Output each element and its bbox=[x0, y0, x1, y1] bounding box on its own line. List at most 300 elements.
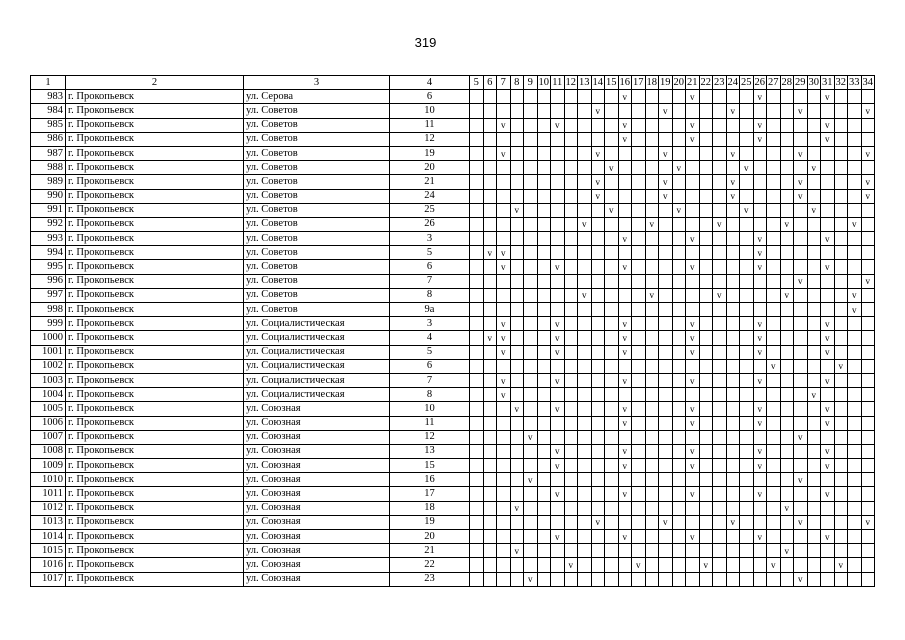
house-number-cell: 20 bbox=[390, 530, 470, 544]
empty-mark-cell bbox=[740, 487, 754, 501]
house-number-cell: 24 bbox=[390, 189, 470, 203]
empty-mark-cell bbox=[510, 416, 524, 430]
table-row bbox=[31, 487, 875, 501]
empty-mark-cell bbox=[767, 203, 781, 217]
empty-mark-cell bbox=[834, 530, 848, 544]
street-cell: ул. Социалистическая bbox=[244, 345, 390, 359]
empty-mark-cell bbox=[861, 203, 875, 217]
empty-mark-cell bbox=[537, 544, 551, 558]
check-mark-cell: v bbox=[551, 530, 565, 544]
check-mark-cell: v bbox=[686, 530, 700, 544]
empty-mark-cell bbox=[578, 175, 592, 189]
empty-mark-cell bbox=[780, 303, 794, 317]
empty-mark-cell bbox=[605, 118, 619, 132]
empty-mark-cell bbox=[740, 331, 754, 345]
empty-mark-cell bbox=[834, 146, 848, 160]
empty-mark-cell bbox=[848, 345, 862, 359]
empty-mark-cell bbox=[834, 217, 848, 231]
check-mark-cell: v bbox=[821, 232, 835, 246]
city-cell: г. Прокопьевск bbox=[66, 104, 244, 118]
check-mark-cell: v bbox=[834, 359, 848, 373]
check-mark-cell: v bbox=[497, 246, 511, 260]
empty-mark-cell bbox=[807, 146, 821, 160]
empty-mark-cell bbox=[578, 530, 592, 544]
empty-mark-cell bbox=[767, 487, 781, 501]
empty-mark-cell bbox=[483, 473, 497, 487]
empty-mark-cell bbox=[726, 217, 740, 231]
empty-mark-cell bbox=[861, 217, 875, 231]
empty-mark-cell bbox=[537, 132, 551, 146]
empty-mark-cell bbox=[470, 515, 484, 529]
empty-mark-cell bbox=[591, 118, 605, 132]
city-cell: г. Прокопьевск bbox=[66, 430, 244, 444]
empty-mark-cell bbox=[780, 331, 794, 345]
empty-mark-cell bbox=[726, 331, 740, 345]
check-mark-cell: v bbox=[753, 345, 767, 359]
empty-mark-cell bbox=[740, 459, 754, 473]
empty-mark-cell bbox=[470, 118, 484, 132]
empty-mark-cell bbox=[537, 189, 551, 203]
empty-mark-cell bbox=[767, 430, 781, 444]
empty-mark-cell bbox=[821, 473, 835, 487]
empty-mark-cell bbox=[470, 444, 484, 458]
empty-mark-cell bbox=[807, 373, 821, 387]
street-cell: ул. Союзная bbox=[244, 402, 390, 416]
empty-mark-cell bbox=[821, 558, 835, 572]
empty-mark-cell bbox=[524, 402, 538, 416]
empty-mark-cell bbox=[605, 487, 619, 501]
check-mark-cell: v bbox=[551, 402, 565, 416]
row-number-cell: 988 bbox=[31, 161, 66, 175]
empty-mark-cell bbox=[780, 530, 794, 544]
empty-mark-cell bbox=[510, 189, 524, 203]
house-number-cell: 13 bbox=[390, 444, 470, 458]
empty-mark-cell bbox=[794, 402, 808, 416]
column-header: 31 bbox=[821, 76, 835, 90]
row-number-cell: 1017 bbox=[31, 572, 66, 586]
empty-mark-cell bbox=[659, 359, 673, 373]
empty-mark-cell bbox=[767, 317, 781, 331]
empty-mark-cell bbox=[632, 232, 646, 246]
row-number-cell: 994 bbox=[31, 246, 66, 260]
empty-mark-cell bbox=[807, 303, 821, 317]
empty-mark-cell bbox=[740, 118, 754, 132]
empty-mark-cell bbox=[578, 146, 592, 160]
empty-mark-cell bbox=[632, 388, 646, 402]
table-row bbox=[31, 402, 875, 416]
empty-mark-cell bbox=[497, 544, 511, 558]
empty-mark-cell bbox=[861, 232, 875, 246]
row-number-cell: 1016 bbox=[31, 558, 66, 572]
empty-mark-cell bbox=[861, 90, 875, 104]
empty-mark-cell bbox=[659, 487, 673, 501]
empty-mark-cell bbox=[578, 402, 592, 416]
empty-mark-cell bbox=[686, 161, 700, 175]
empty-mark-cell bbox=[672, 132, 686, 146]
empty-mark-cell bbox=[537, 246, 551, 260]
empty-mark-cell bbox=[551, 203, 565, 217]
column-header: 24 bbox=[726, 76, 740, 90]
empty-mark-cell bbox=[834, 161, 848, 175]
empty-mark-cell bbox=[524, 515, 538, 529]
empty-mark-cell bbox=[564, 416, 578, 430]
empty-mark-cell bbox=[537, 444, 551, 458]
check-mark-cell: v bbox=[591, 189, 605, 203]
empty-mark-cell bbox=[645, 444, 659, 458]
empty-mark-cell bbox=[767, 572, 781, 586]
check-mark-cell: v bbox=[821, 317, 835, 331]
empty-mark-cell bbox=[497, 430, 511, 444]
street-cell: ул. Социалистическая bbox=[244, 359, 390, 373]
empty-mark-cell bbox=[591, 544, 605, 558]
column-header: 20 bbox=[672, 76, 686, 90]
empty-mark-cell bbox=[848, 501, 862, 515]
empty-mark-cell bbox=[848, 161, 862, 175]
empty-mark-cell bbox=[578, 331, 592, 345]
city-cell: г. Прокопьевск bbox=[66, 317, 244, 331]
empty-mark-cell bbox=[780, 459, 794, 473]
table-row bbox=[31, 104, 875, 118]
empty-mark-cell bbox=[632, 203, 646, 217]
empty-mark-cell bbox=[524, 444, 538, 458]
empty-mark-cell bbox=[767, 459, 781, 473]
empty-mark-cell bbox=[659, 430, 673, 444]
empty-mark-cell bbox=[632, 430, 646, 444]
empty-mark-cell bbox=[537, 416, 551, 430]
empty-mark-cell bbox=[672, 274, 686, 288]
empty-mark-cell bbox=[591, 331, 605, 345]
empty-mark-cell bbox=[726, 359, 740, 373]
empty-mark-cell bbox=[632, 416, 646, 430]
empty-mark-cell bbox=[807, 118, 821, 132]
empty-mark-cell bbox=[713, 274, 727, 288]
table-row bbox=[31, 217, 875, 231]
empty-mark-cell bbox=[861, 544, 875, 558]
empty-mark-cell bbox=[645, 501, 659, 515]
check-mark-cell: v bbox=[510, 402, 524, 416]
empty-mark-cell bbox=[848, 515, 862, 529]
empty-mark-cell bbox=[618, 303, 632, 317]
empty-mark-cell bbox=[470, 175, 484, 189]
empty-mark-cell bbox=[686, 175, 700, 189]
empty-mark-cell bbox=[483, 118, 497, 132]
empty-mark-cell bbox=[483, 146, 497, 160]
empty-mark-cell bbox=[726, 232, 740, 246]
empty-mark-cell bbox=[591, 402, 605, 416]
empty-mark-cell bbox=[483, 501, 497, 515]
empty-mark-cell bbox=[834, 203, 848, 217]
check-mark-cell: v bbox=[618, 260, 632, 274]
check-mark-cell: v bbox=[821, 345, 835, 359]
empty-mark-cell bbox=[821, 359, 835, 373]
empty-mark-cell bbox=[834, 260, 848, 274]
empty-mark-cell bbox=[483, 402, 497, 416]
empty-mark-cell bbox=[834, 104, 848, 118]
check-mark-cell: v bbox=[551, 444, 565, 458]
check-mark-cell: v bbox=[726, 515, 740, 529]
empty-mark-cell bbox=[672, 232, 686, 246]
empty-mark-cell bbox=[699, 288, 713, 302]
empty-mark-cell bbox=[807, 530, 821, 544]
empty-mark-cell bbox=[591, 317, 605, 331]
empty-mark-cell bbox=[470, 530, 484, 544]
table-row bbox=[31, 444, 875, 458]
row-number-cell: 986 bbox=[31, 132, 66, 146]
empty-mark-cell bbox=[645, 359, 659, 373]
empty-mark-cell bbox=[497, 288, 511, 302]
empty-mark-cell bbox=[807, 132, 821, 146]
empty-mark-cell bbox=[686, 146, 700, 160]
empty-mark-cell bbox=[605, 572, 619, 586]
empty-mark-cell bbox=[794, 288, 808, 302]
empty-mark-cell bbox=[497, 189, 511, 203]
empty-mark-cell bbox=[821, 189, 835, 203]
empty-mark-cell bbox=[483, 444, 497, 458]
row-number-cell: 1000 bbox=[31, 331, 66, 345]
empty-mark-cell bbox=[672, 359, 686, 373]
empty-mark-cell bbox=[524, 317, 538, 331]
empty-mark-cell bbox=[645, 473, 659, 487]
empty-mark-cell bbox=[483, 203, 497, 217]
empty-mark-cell bbox=[672, 260, 686, 274]
check-mark-cell: v bbox=[686, 331, 700, 345]
empty-mark-cell bbox=[726, 90, 740, 104]
check-mark-cell: v bbox=[524, 473, 538, 487]
empty-mark-cell bbox=[618, 104, 632, 118]
column-header: 3 bbox=[244, 76, 390, 90]
empty-mark-cell bbox=[861, 487, 875, 501]
empty-mark-cell bbox=[632, 345, 646, 359]
empty-mark-cell bbox=[564, 359, 578, 373]
empty-mark-cell bbox=[578, 544, 592, 558]
empty-mark-cell bbox=[605, 544, 619, 558]
empty-mark-cell bbox=[578, 203, 592, 217]
empty-mark-cell bbox=[726, 373, 740, 387]
check-mark-cell: v bbox=[794, 473, 808, 487]
check-mark-cell: v bbox=[645, 288, 659, 302]
empty-mark-cell bbox=[578, 189, 592, 203]
empty-mark-cell bbox=[497, 274, 511, 288]
house-number-cell: 11 bbox=[390, 416, 470, 430]
empty-mark-cell bbox=[686, 246, 700, 260]
empty-mark-cell bbox=[672, 118, 686, 132]
empty-mark-cell bbox=[713, 118, 727, 132]
empty-mark-cell bbox=[672, 373, 686, 387]
empty-mark-cell bbox=[848, 430, 862, 444]
empty-mark-cell bbox=[699, 104, 713, 118]
empty-mark-cell bbox=[861, 345, 875, 359]
empty-mark-cell bbox=[780, 189, 794, 203]
empty-mark-cell bbox=[848, 359, 862, 373]
empty-mark-cell bbox=[524, 146, 538, 160]
empty-mark-cell bbox=[537, 260, 551, 274]
empty-mark-cell bbox=[551, 430, 565, 444]
city-cell: г. Прокопьевск bbox=[66, 331, 244, 345]
empty-mark-cell bbox=[564, 444, 578, 458]
empty-mark-cell bbox=[848, 530, 862, 544]
empty-mark-cell bbox=[726, 473, 740, 487]
empty-mark-cell bbox=[780, 388, 794, 402]
empty-mark-cell bbox=[605, 260, 619, 274]
empty-mark-cell bbox=[767, 345, 781, 359]
empty-mark-cell bbox=[618, 544, 632, 558]
empty-mark-cell bbox=[767, 217, 781, 231]
check-mark-cell: v bbox=[497, 260, 511, 274]
row-number-cell: 1011 bbox=[31, 487, 66, 501]
empty-mark-cell bbox=[861, 558, 875, 572]
check-mark-cell: v bbox=[618, 444, 632, 458]
empty-mark-cell bbox=[524, 232, 538, 246]
empty-mark-cell bbox=[564, 246, 578, 260]
row-number-cell: 1005 bbox=[31, 402, 66, 416]
check-mark-cell: v bbox=[497, 388, 511, 402]
empty-mark-cell bbox=[699, 501, 713, 515]
check-mark-cell: v bbox=[618, 331, 632, 345]
empty-mark-cell bbox=[767, 175, 781, 189]
empty-mark-cell bbox=[807, 232, 821, 246]
empty-mark-cell bbox=[807, 544, 821, 558]
empty-mark-cell bbox=[591, 161, 605, 175]
empty-mark-cell bbox=[645, 388, 659, 402]
house-number-cell: 3 bbox=[390, 232, 470, 246]
empty-mark-cell bbox=[578, 104, 592, 118]
house-number-cell: 23 bbox=[390, 572, 470, 586]
empty-mark-cell bbox=[807, 189, 821, 203]
row-number-cell: 999 bbox=[31, 317, 66, 331]
empty-mark-cell bbox=[821, 246, 835, 260]
empty-mark-cell bbox=[780, 402, 794, 416]
empty-mark-cell bbox=[780, 572, 794, 586]
empty-mark-cell bbox=[605, 402, 619, 416]
empty-mark-cell bbox=[618, 203, 632, 217]
empty-mark-cell bbox=[659, 402, 673, 416]
street-cell: ул. Советов bbox=[244, 175, 390, 189]
check-mark-cell: v bbox=[807, 203, 821, 217]
house-number-cell: 21 bbox=[390, 175, 470, 189]
empty-mark-cell bbox=[807, 288, 821, 302]
empty-mark-cell bbox=[551, 303, 565, 317]
empty-mark-cell bbox=[564, 331, 578, 345]
empty-mark-cell bbox=[780, 473, 794, 487]
check-mark-cell: v bbox=[686, 416, 700, 430]
check-mark-cell: v bbox=[524, 572, 538, 586]
street-cell: ул. Союзная bbox=[244, 473, 390, 487]
empty-mark-cell bbox=[524, 359, 538, 373]
empty-mark-cell bbox=[510, 146, 524, 160]
city-cell: г. Прокопьевск bbox=[66, 260, 244, 274]
row-number-cell: 1010 bbox=[31, 473, 66, 487]
empty-mark-cell bbox=[470, 217, 484, 231]
header-row bbox=[31, 76, 875, 90]
empty-mark-cell bbox=[726, 303, 740, 317]
table-body bbox=[31, 90, 875, 587]
empty-mark-cell bbox=[672, 345, 686, 359]
empty-mark-cell bbox=[470, 303, 484, 317]
table-row bbox=[31, 317, 875, 331]
empty-mark-cell bbox=[821, 572, 835, 586]
empty-mark-cell bbox=[659, 388, 673, 402]
empty-mark-cell bbox=[605, 189, 619, 203]
empty-mark-cell bbox=[740, 359, 754, 373]
empty-mark-cell bbox=[767, 530, 781, 544]
empty-mark-cell bbox=[861, 288, 875, 302]
check-mark-cell: v bbox=[753, 402, 767, 416]
empty-mark-cell bbox=[537, 558, 551, 572]
empty-mark-cell bbox=[713, 175, 727, 189]
check-mark-cell: v bbox=[659, 515, 673, 529]
empty-mark-cell bbox=[780, 444, 794, 458]
empty-mark-cell bbox=[470, 161, 484, 175]
empty-mark-cell bbox=[524, 90, 538, 104]
empty-mark-cell bbox=[483, 303, 497, 317]
empty-mark-cell bbox=[537, 217, 551, 231]
empty-mark-cell bbox=[659, 558, 673, 572]
empty-mark-cell bbox=[645, 459, 659, 473]
check-mark-cell: v bbox=[740, 161, 754, 175]
street-cell: ул. Союзная bbox=[244, 487, 390, 501]
check-mark-cell: v bbox=[780, 544, 794, 558]
empty-mark-cell bbox=[672, 430, 686, 444]
empty-mark-cell bbox=[726, 530, 740, 544]
empty-mark-cell bbox=[672, 487, 686, 501]
empty-mark-cell bbox=[524, 288, 538, 302]
check-mark-cell: v bbox=[591, 175, 605, 189]
house-number-cell: 26 bbox=[390, 217, 470, 231]
house-number-cell: 11 bbox=[390, 118, 470, 132]
empty-mark-cell bbox=[632, 331, 646, 345]
column-header: 28 bbox=[780, 76, 794, 90]
empty-mark-cell bbox=[497, 416, 511, 430]
empty-mark-cell bbox=[834, 487, 848, 501]
empty-mark-cell bbox=[780, 558, 794, 572]
empty-mark-cell bbox=[686, 430, 700, 444]
empty-mark-cell bbox=[659, 246, 673, 260]
row-number-cell: 1007 bbox=[31, 430, 66, 444]
empty-mark-cell bbox=[524, 544, 538, 558]
empty-mark-cell bbox=[551, 232, 565, 246]
empty-mark-cell bbox=[672, 288, 686, 302]
empty-mark-cell bbox=[686, 473, 700, 487]
empty-mark-cell bbox=[537, 203, 551, 217]
column-header: 13 bbox=[578, 76, 592, 90]
empty-mark-cell bbox=[713, 260, 727, 274]
empty-mark-cell bbox=[645, 246, 659, 260]
empty-mark-cell bbox=[794, 331, 808, 345]
empty-mark-cell bbox=[861, 246, 875, 260]
empty-mark-cell bbox=[537, 402, 551, 416]
empty-mark-cell bbox=[807, 459, 821, 473]
city-cell: г. Прокопьевск bbox=[66, 359, 244, 373]
empty-mark-cell bbox=[578, 118, 592, 132]
empty-mark-cell bbox=[713, 359, 727, 373]
empty-mark-cell bbox=[848, 572, 862, 586]
empty-mark-cell bbox=[497, 359, 511, 373]
empty-mark-cell bbox=[551, 146, 565, 160]
empty-mark-cell bbox=[524, 274, 538, 288]
check-mark-cell: v bbox=[861, 146, 875, 160]
empty-mark-cell bbox=[605, 459, 619, 473]
empty-mark-cell bbox=[753, 558, 767, 572]
empty-mark-cell bbox=[713, 444, 727, 458]
empty-mark-cell bbox=[834, 388, 848, 402]
check-mark-cell: v bbox=[618, 90, 632, 104]
empty-mark-cell bbox=[861, 402, 875, 416]
house-number-cell: 6 bbox=[390, 260, 470, 274]
empty-mark-cell bbox=[591, 274, 605, 288]
empty-mark-cell bbox=[699, 402, 713, 416]
empty-mark-cell bbox=[821, 161, 835, 175]
empty-mark-cell bbox=[861, 473, 875, 487]
